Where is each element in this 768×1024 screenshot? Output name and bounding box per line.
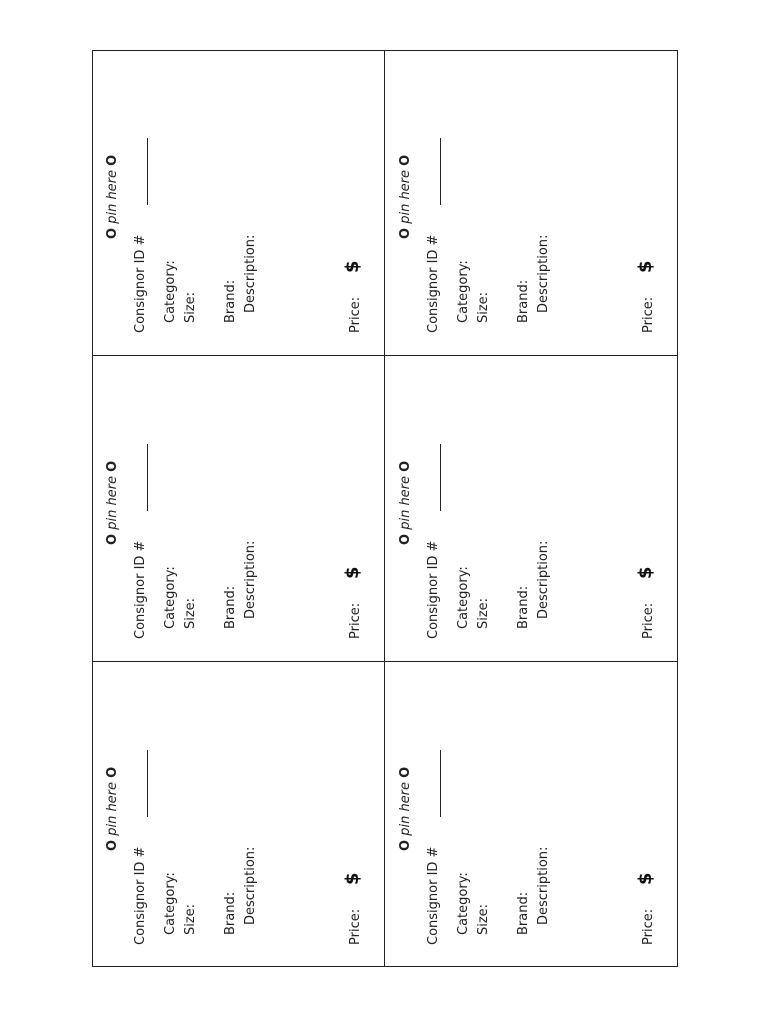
price-tag (385, 662, 678, 967)
dollar-icon: $ (342, 260, 363, 273)
category-label: Category: (456, 872, 471, 935)
consignor-id-field[interactable] (147, 138, 148, 205)
category-label: Category: (163, 566, 178, 629)
consignor-id-label: Consignor ID # (426, 234, 441, 333)
brand-label: Brand: (223, 891, 238, 935)
price-label: Price: (641, 296, 656, 333)
category-label: Category: (163, 260, 178, 323)
dollar-icon: $ (342, 872, 363, 885)
price-tag (385, 50, 678, 355)
dollar-icon: $ (635, 566, 656, 579)
price-label: Price: (348, 602, 363, 639)
size-label: Size: (476, 903, 491, 935)
size-label: Size: (476, 597, 491, 629)
pin-here-marker: O pin here O (398, 460, 413, 545)
tag-sheet (92, 50, 678, 967)
consignor-id-label: Consignor ID # (133, 234, 148, 333)
consignor-id-label: Consignor ID # (426, 846, 441, 945)
price-label: Price: (348, 908, 363, 945)
pin-here-marker: O pin here O (105, 766, 120, 851)
price-label: Price: (348, 296, 363, 333)
pin-here-marker: O pin here O (398, 154, 413, 239)
consignor-id-label: Consignor ID # (426, 540, 441, 639)
price-tag (92, 356, 385, 661)
price-label: Price: (641, 908, 656, 945)
description-label: Description: (536, 540, 551, 619)
consignor-id-field[interactable] (440, 138, 441, 205)
description-label: Description: (243, 234, 258, 313)
description-label: Description: (243, 540, 258, 619)
brand-label: Brand: (516, 891, 531, 935)
description-label: Description: (243, 846, 258, 925)
dollar-icon: $ (342, 566, 363, 579)
price-tag (385, 356, 678, 661)
description-label: Description: (536, 846, 551, 925)
dollar-icon: $ (635, 872, 656, 885)
price-tag (92, 662, 385, 967)
size-label: Size: (183, 291, 198, 323)
pin-here-marker: O pin here O (105, 460, 120, 545)
size-label: Size: (183, 597, 198, 629)
size-label: Size: (476, 291, 491, 323)
consignor-id-field[interactable] (440, 444, 441, 511)
consignor-id-field[interactable] (147, 750, 148, 817)
brand-label: Brand: (516, 279, 531, 323)
price-tag (92, 50, 385, 355)
price-label: Price: (641, 602, 656, 639)
category-label: Category: (456, 566, 471, 629)
description-label: Description: (536, 234, 551, 313)
dollar-icon: $ (635, 260, 656, 273)
consignor-id-label: Consignor ID # (133, 540, 148, 639)
brand-label: Brand: (223, 279, 238, 323)
brand-label: Brand: (223, 585, 238, 629)
brand-label: Brand: (516, 585, 531, 629)
size-label: Size: (183, 903, 198, 935)
consignor-id-label: Consignor ID # (133, 846, 148, 945)
consignor-id-field[interactable] (440, 750, 441, 817)
consignor-id-field[interactable] (147, 444, 148, 511)
category-label: Category: (163, 872, 178, 935)
category-label: Category: (456, 260, 471, 323)
pin-here-marker: O pin here O (398, 766, 413, 851)
pin-here-marker: O pin here O (105, 154, 120, 239)
